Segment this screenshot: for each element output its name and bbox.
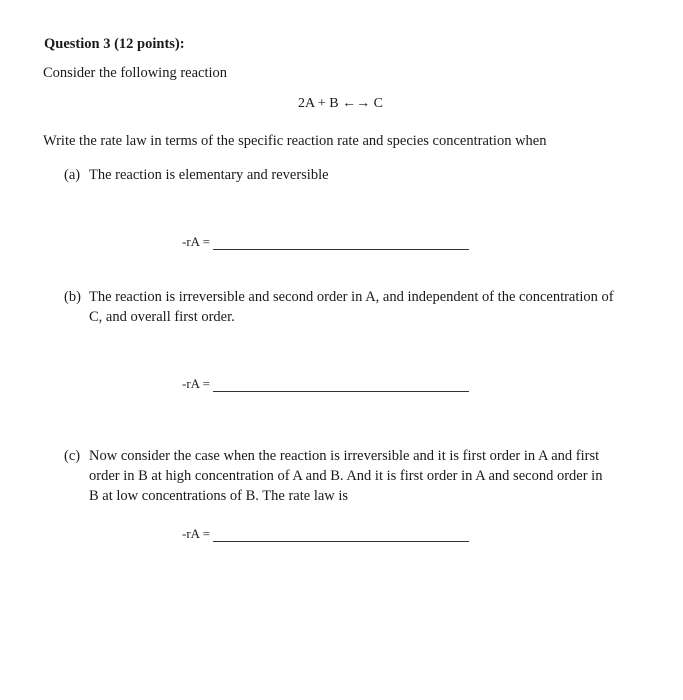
question-intro: Consider the following reaction: [43, 65, 228, 81]
part-b-text-line2: C, and overall first order.: [89, 309, 235, 325]
reaction-equation: 2A + B ←→ C: [298, 96, 383, 111]
part-c-answer: [182, 526, 469, 542]
part-c-answer-label: -rA =: [182, 526, 210, 541]
part-a-answer-blank[interactable]: [213, 237, 469, 250]
part-a-text: The reaction is elementary and reversible: [89, 167, 329, 183]
part-b-label: (b): [64, 289, 81, 305]
part-b-answer-blank[interactable]: [213, 379, 469, 392]
part-c-text-line3: B at low concentrations of B. The rate law is: [89, 488, 349, 504]
question-prompt: Write the rate law in terms of the specific reaction rate and species concentration when: [43, 133, 547, 149]
part-b-text-line1: The reaction is irreversible and second order in A, and independent of the concentration of: [89, 289, 614, 305]
part-a: [64, 165, 664, 185]
part-b: [64, 287, 664, 327]
part-c: [64, 446, 664, 506]
part-c-text-line1: Now consider the case when the reaction is irreversible and it is first order in A and first: [89, 448, 600, 464]
part-a-answer-label: -rA =: [182, 234, 210, 249]
part-a-label: (a): [64, 167, 81, 183]
part-c-text-line2: order in B at high concentration of A and B. And it is first order in A and second order in: [89, 468, 603, 484]
question-title: Question 3 (12 points):: [44, 36, 185, 52]
part-c-answer-blank[interactable]: [213, 529, 469, 542]
part-a-answer: [182, 234, 469, 250]
part-b-answer: [182, 376, 469, 392]
part-b-answer-label: -rA =: [182, 376, 210, 391]
part-c-label: (c): [64, 448, 81, 464]
